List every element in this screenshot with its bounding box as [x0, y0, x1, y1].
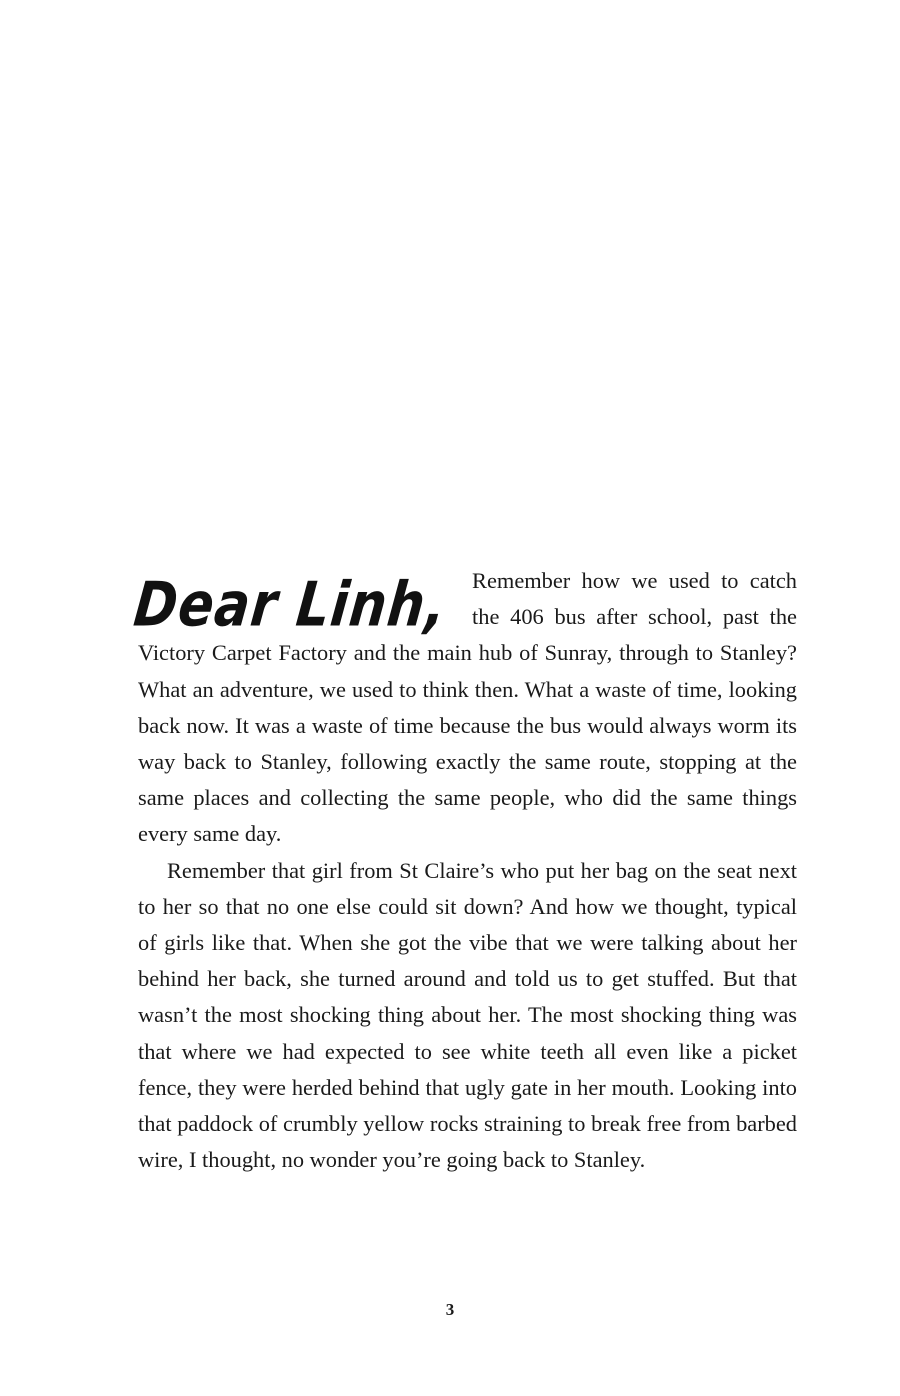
salutation: Dear Linh, — [130, 569, 451, 641]
paragraph-2: Remember that girl from St Claire’s who put her bag on the seat next to her so that no one else could sit down? And how we thought, typical of girls like that. When she got the vibe that we were talking about her behind her back, she turned around and told us to get stuffed. But that wasn’t the most shocking thing about her. The most shocking thing was that where we had expected to see white teeth all even like a picket fence, they were herded behind that ugly gate in her mouth. Looking into that paddock of crumbly yellow rocks straining to break free from barbed wire, I thought, no wonder you’re going back to Stanley. — [138, 857, 797, 1173]
letter-body — [130, 563, 797, 1178]
paragraph-1: Remember how we used to catch the 406 bus after school, past the Victory Carpet Factory and the main hub of Sunray, through to Stanley? What an adventure, we used to think then. What a waste of time, looking back now. It was a waste of time because the bus would always worm its way back to Stanley, following exactly the same route, stopping at the same places and collecting the same people, who did the same things every same day. — [138, 568, 797, 847]
page-number: 3 — [445, 1300, 455, 1319]
